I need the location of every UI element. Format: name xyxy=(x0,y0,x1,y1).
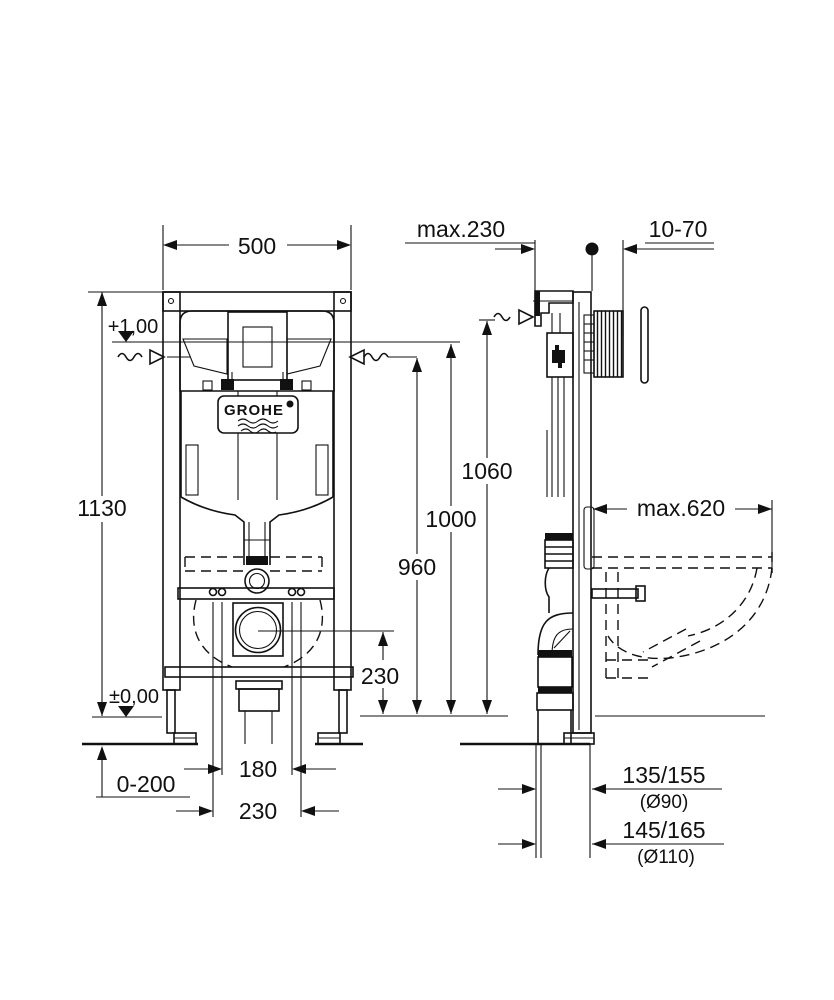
floor-lines xyxy=(82,716,765,744)
dim-wall-thickness: 10-70 xyxy=(648,216,708,242)
dim-bolt-spacing: 180 xyxy=(238,756,278,782)
grohe-logo-text: GROHE xyxy=(223,402,285,419)
dim-outlet-height: 230 xyxy=(360,663,400,689)
wall-section-hatch xyxy=(594,311,623,377)
dimension-annotations xyxy=(70,216,772,868)
dim-bowl-depth: max.620 xyxy=(636,495,726,521)
dim-install-depth: max.230 xyxy=(416,216,506,242)
dim-height-960: 960 xyxy=(397,554,437,580)
dim-outlet-offset-90: 135/155 xyxy=(622,762,706,788)
registered-mark-icon xyxy=(287,401,294,408)
dim-frame-height: 1130 xyxy=(77,495,127,521)
flush-plate-disc xyxy=(641,307,648,383)
reference-dot xyxy=(586,243,599,256)
dim-floor-level: ±0,00 xyxy=(109,686,159,708)
dim-height-1060: 1060 xyxy=(461,458,513,484)
dim-outlet-dia-110: (Ø110) xyxy=(637,847,695,868)
dim-frame-width: 500 xyxy=(237,233,277,259)
front-view-flush-pipe xyxy=(181,497,333,593)
dim-fixing-spacing: 230 xyxy=(238,798,278,824)
dim-floor-buildup: 0-200 xyxy=(116,771,176,797)
dim-water-level: +1,00 xyxy=(107,316,159,338)
dim-height-1000: 1000 xyxy=(425,506,477,532)
dim-outlet-offset-110: 145/165 xyxy=(622,817,706,843)
wall-hung-bowl-outline xyxy=(592,552,772,680)
grohe-logo-plate xyxy=(218,396,298,433)
dim-outlet-dia-90: (Ø90) xyxy=(639,792,689,813)
